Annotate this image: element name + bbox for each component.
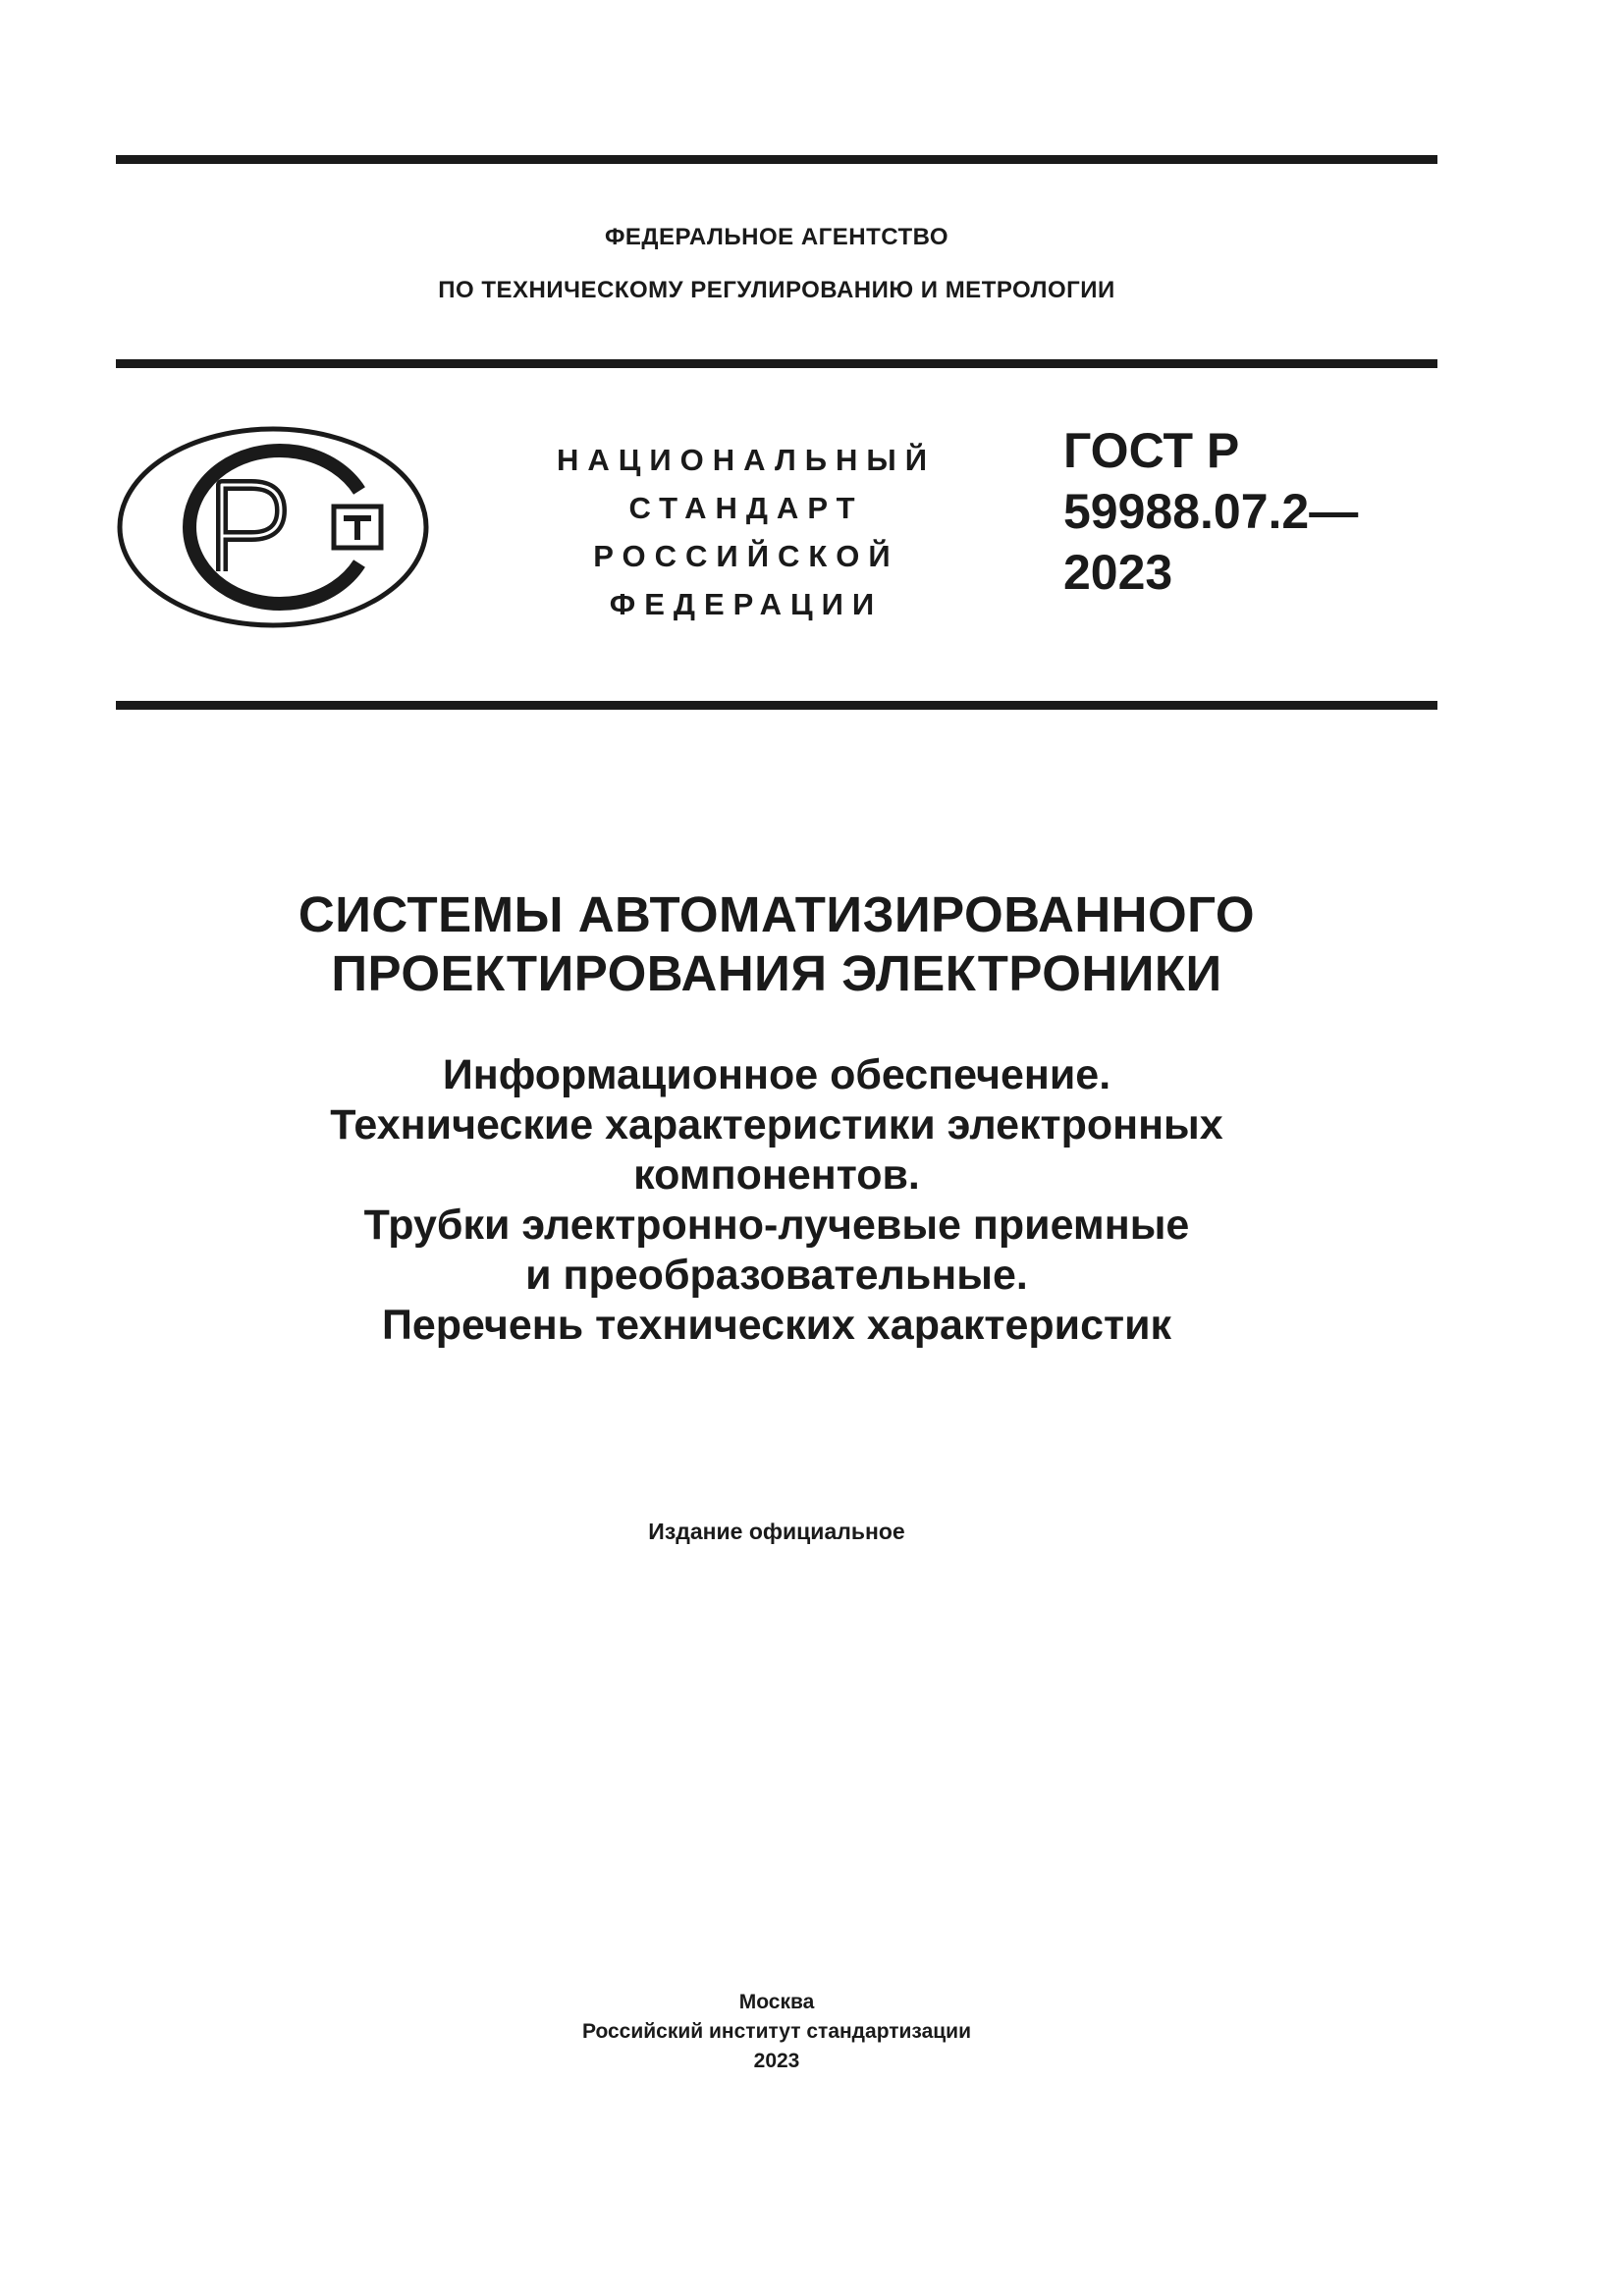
national-standard-line: СТАНДАРТ [628, 491, 864, 525]
subtitle-line: компонентов. [633, 1151, 920, 1199]
designation-line: ГОСТ Р [1063, 423, 1240, 478]
agency-line-2: ПО ТЕХНИЧЕСКОМУ РЕГУЛИРОВАНИЮ И МЕТРОЛОГИИ [438, 277, 1115, 303]
middle-rule [116, 359, 1437, 368]
top-rule [116, 155, 1437, 164]
title-line: СИСТЕМЫ АВТОМАТИЗИРОВАННОГО [298, 886, 1256, 942]
subtitle-line: и преобразовательные. [525, 1252, 1028, 1299]
designation-line: 2023 [1063, 545, 1173, 600]
publisher-name: Российский институт стандартизации [581, 2020, 972, 2043]
standard-designation [1063, 420, 1417, 603]
edition-label: Издание официальное [648, 1519, 905, 1544]
bottom-rule [116, 701, 1437, 710]
national-standard-line: НАЦИОНАЛЬНЫЙ [556, 443, 937, 477]
national-standard-label [530, 436, 962, 628]
subtitle-line: Трубки электронно-лучевые приемные [363, 1201, 1190, 1249]
national-standard-line: ФЕДЕРАЦИИ [609, 587, 884, 621]
subtitle-line: Информационное обеспечение. [442, 1051, 1111, 1098]
publisher-year: 2023 [753, 2050, 800, 2072]
title-line: ПРОЕКТИРОВАНИЯ ЭЛЕКТРОНИКИ [331, 945, 1222, 1001]
publisher-city: Москва [738, 1991, 815, 2013]
subtitle-line: Перечень технических характеристик [381, 1302, 1172, 1349]
subtitle-line: Технические характеристики электронных [330, 1101, 1223, 1148]
agency-line-1: ФЕДЕРАЛЬНОЕ АГЕНТСТВО [604, 224, 949, 250]
document-subtitle [116, 1050, 1437, 1351]
designation-line: 59988.07.2— [1063, 484, 1359, 539]
rst-logo-icon [116, 424, 430, 630]
national-standard-line: РОССИЙСКОЙ [593, 539, 899, 573]
document-title [116, 885, 1437, 1003]
publisher-block [116, 1988, 1437, 2076]
